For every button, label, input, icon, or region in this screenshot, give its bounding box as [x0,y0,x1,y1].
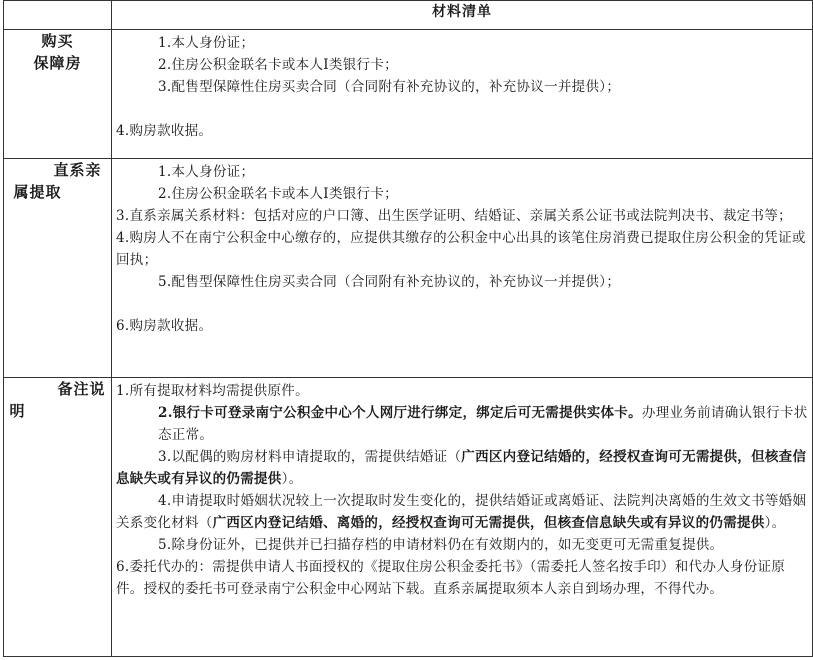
note-bold-text: 2.银行卡可登录南宁公积金中心个人网厅进行绑定，绑定后可无需提供实体卡。 [158,405,642,421]
list-item: 5.配售型保障性住房买卖合同（合同附有补充协议的，补充协议一并提供）； [158,274,621,290]
materials-table [3,0,813,657]
list-item: 2.住房公积金联名卡或本人I类银行卡； [158,186,398,202]
section-content-notes [112,378,813,657]
list-item: 1.本人身份证； [158,35,255,51]
note-item: 1.所有提取材料均需提供原件。 [116,383,309,399]
section-label-relative-withdrawal [4,159,112,378]
section-content-buy-housing [112,30,813,159]
table-header: 材料清单 [112,1,813,30]
list-item: 6.购房款收据。 [116,318,213,334]
list-item: 4.购房款收据。 [116,123,213,139]
list-item: 3.直系亲属关系材料：包括对应的户口簿、出生医学证明、结婚证、亲属关系公证书或法院判决书、裁定书等； [116,208,792,224]
section-label-line: 保障房 [33,54,82,72]
list-item: 4.购房人不在南宁公积金中心缴存的，应提供其缴存的公积金中心出具的该笔住房消费已提取住房公积金的凭证或回执； [116,230,806,268]
note-item [116,490,808,534]
note-bold-text: 广西区内登记结婚的，经授权查询可无需提供，但核查信息缺失或有异议的仍需提供 [116,449,807,487]
section-label-line: 直系亲 [53,161,102,179]
list-item: 3.配售型保障性住房买卖合同（合同附有补充协议的，补充协议一并提供）； [158,79,621,95]
note-item [116,446,808,490]
note-text: ）。 [764,515,786,531]
note-item: 5.除身份证外，已提供并已扫描存档的申请材料仍在有效期内的，如无变更可无需重复提供。 [158,537,724,553]
note-item [116,402,808,446]
section-label-notes [4,378,112,657]
note-text: 4.申请提取时婚姻状况较上一次提取时发生变化的，提供结婚证或离婚证、法院判决离婚的生效文书等婚姻关系变化材料（ [116,493,807,531]
section-label-line: 备注说 [57,380,106,398]
section-content-relative-withdrawal [112,159,813,378]
note-text: ）。 [281,471,303,487]
section-label-buy-housing [4,30,112,159]
section-label-line: 明 [9,402,26,420]
corner-cell [4,1,112,30]
section-label-line: 购买 [41,32,74,50]
note-text: 办理业务前请确认银行卡状态正常。 [158,405,808,443]
note-bold-text: 广西区内登记结婚、离婚的，经授权查询可无需提供，但核查信息缺失或有异议的仍需提供 [212,515,765,531]
note-text: 3.以配偶的购房材料申请提取的，需提供结婚证（ [158,449,462,465]
list-item: 1.本人身份证； [158,164,255,180]
note-item: 6.委托代办的：需提供申请人书面授权的《提取住房公积金委托书》（需委托人签名按手印）和代办人身份证原件。授权的委托书可登录南宁公积金中心网站下载。直系亲属提取须本人亲自到场办理，不得代办。 [116,559,786,597]
list-item: 2.住房公积金联名卡或本人I类银行卡； [158,57,398,73]
section-label-line: 属提取 [13,183,62,201]
